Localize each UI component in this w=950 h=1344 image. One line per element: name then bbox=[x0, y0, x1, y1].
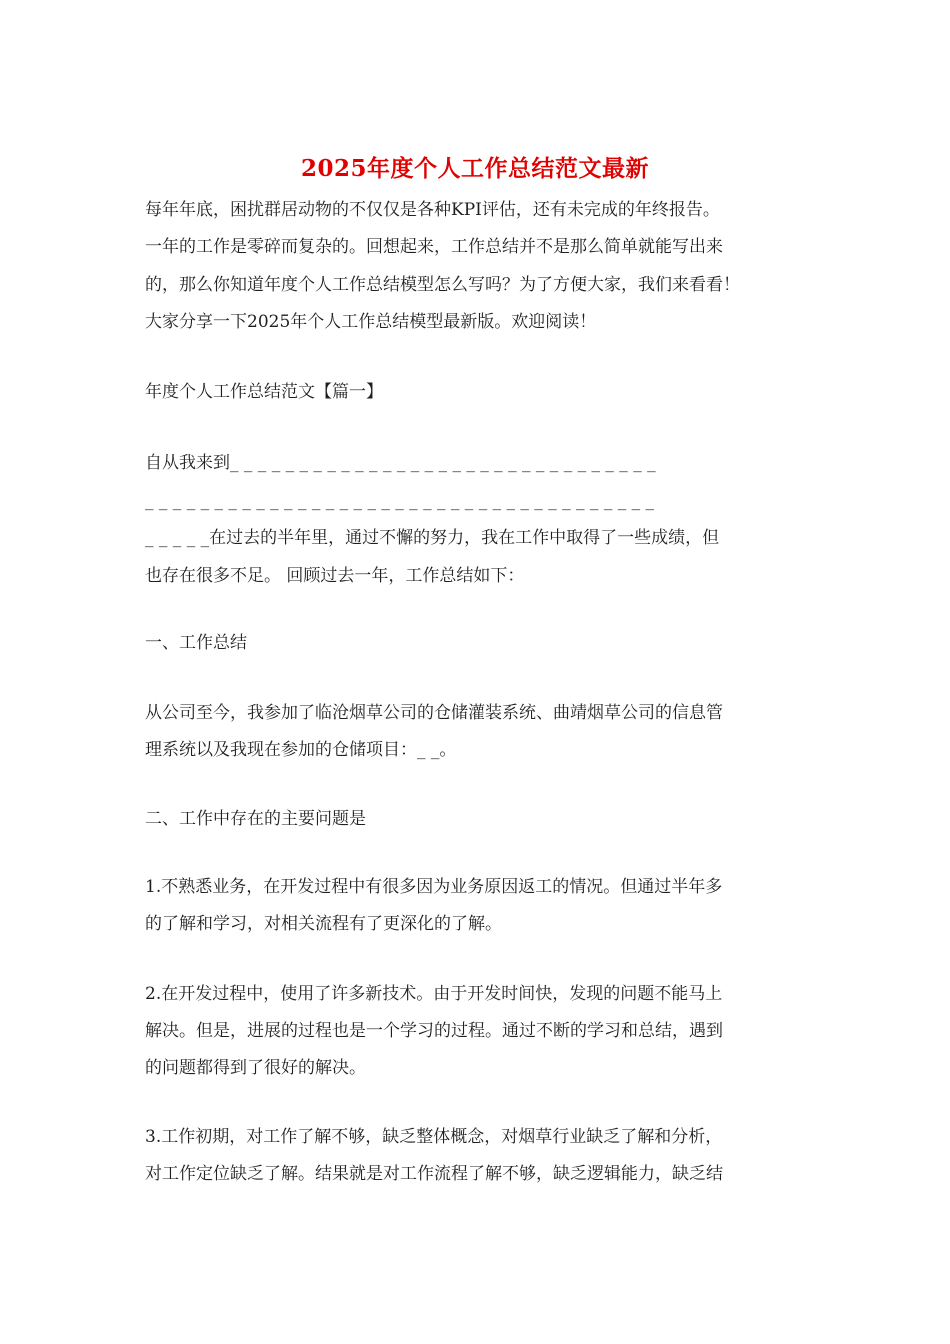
body-line: 2.在开发过程中，使用了许多新技术。由于开发时间快，发现的问题不能马上 bbox=[145, 984, 723, 1004]
body-line: 的，那么你知道年度个人工作总结模型怎么写吗？为了方便大家，我们来看看！ bbox=[145, 275, 740, 295]
body-line: 自从我来到_ _ _ _ _ _ _ _ _ _ _ _ _ _ _ _ _ _ _ _ _ _ _ _ _ _ _ _ _ _ _ bbox=[145, 453, 656, 473]
body-line: 1.不熟悉业务，在开发过程中有很多因为业务原因返工的情况。但通过半年多 bbox=[145, 877, 723, 897]
body-line: 对工作定位缺乏了解。结果就是对工作流程了解不够，缺乏逻辑能力，缺乏结 bbox=[145, 1164, 723, 1184]
body-line: 的问题都得到了很好的解决。 bbox=[145, 1058, 366, 1078]
section-heading: 年度个人工作总结范文【篇一】 bbox=[145, 382, 383, 402]
body-line: 的了解和学习，对相关流程有了更深化的了解。 bbox=[145, 914, 502, 934]
body-line: _ _ _ _ _ _ _ _ _ _ _ _ _ _ _ _ _ _ _ _ _ _ _ _ _ _ _ _ _ _ _ _ _ _ _ _ _ bbox=[145, 491, 655, 511]
body-line: 每年年底，困扰群居动物的不仅仅是各种KPI评估，还有未完成的年终报告。 bbox=[145, 200, 720, 220]
body-line: 3.工作初期，对工作了解不够，缺乏整体概念，对烟草行业缺乏了解和分析， bbox=[145, 1127, 723, 1147]
body-line: 也存在很多不足。 回顾过去一年，工作总结如下： bbox=[145, 566, 525, 586]
section-heading: 二、工作中存在的主要问题是 bbox=[145, 809, 366, 829]
document-title: 2025年度个人工作总结范文最新 bbox=[300, 155, 649, 182]
body-line: 大家分享一下2025年个人工作总结模型最新版。欢迎阅读！ bbox=[145, 312, 597, 332]
body-line: 解决。但是，进展的过程也是一个学习的过程。通过不断的学习和总结，遇到 bbox=[145, 1021, 723, 1041]
section-heading: 一、工作总结 bbox=[145, 633, 247, 653]
body-line: 理系统以及我现在参加的仓储项目：_ _。 bbox=[145, 740, 457, 760]
body-line: 一年的工作是零碎而复杂的。回想起来，工作总结并不是那么简单就能写出来 bbox=[145, 237, 723, 257]
body-line: _ _ _ _ _在过去的半年里，通过不懈的努力，我在工作中取得了一些成绩，但 bbox=[145, 528, 720, 548]
body-line: 从公司至今，我参加了临沧烟草公司的仓储灌装系统、曲靖烟草公司的信息管 bbox=[145, 703, 723, 723]
